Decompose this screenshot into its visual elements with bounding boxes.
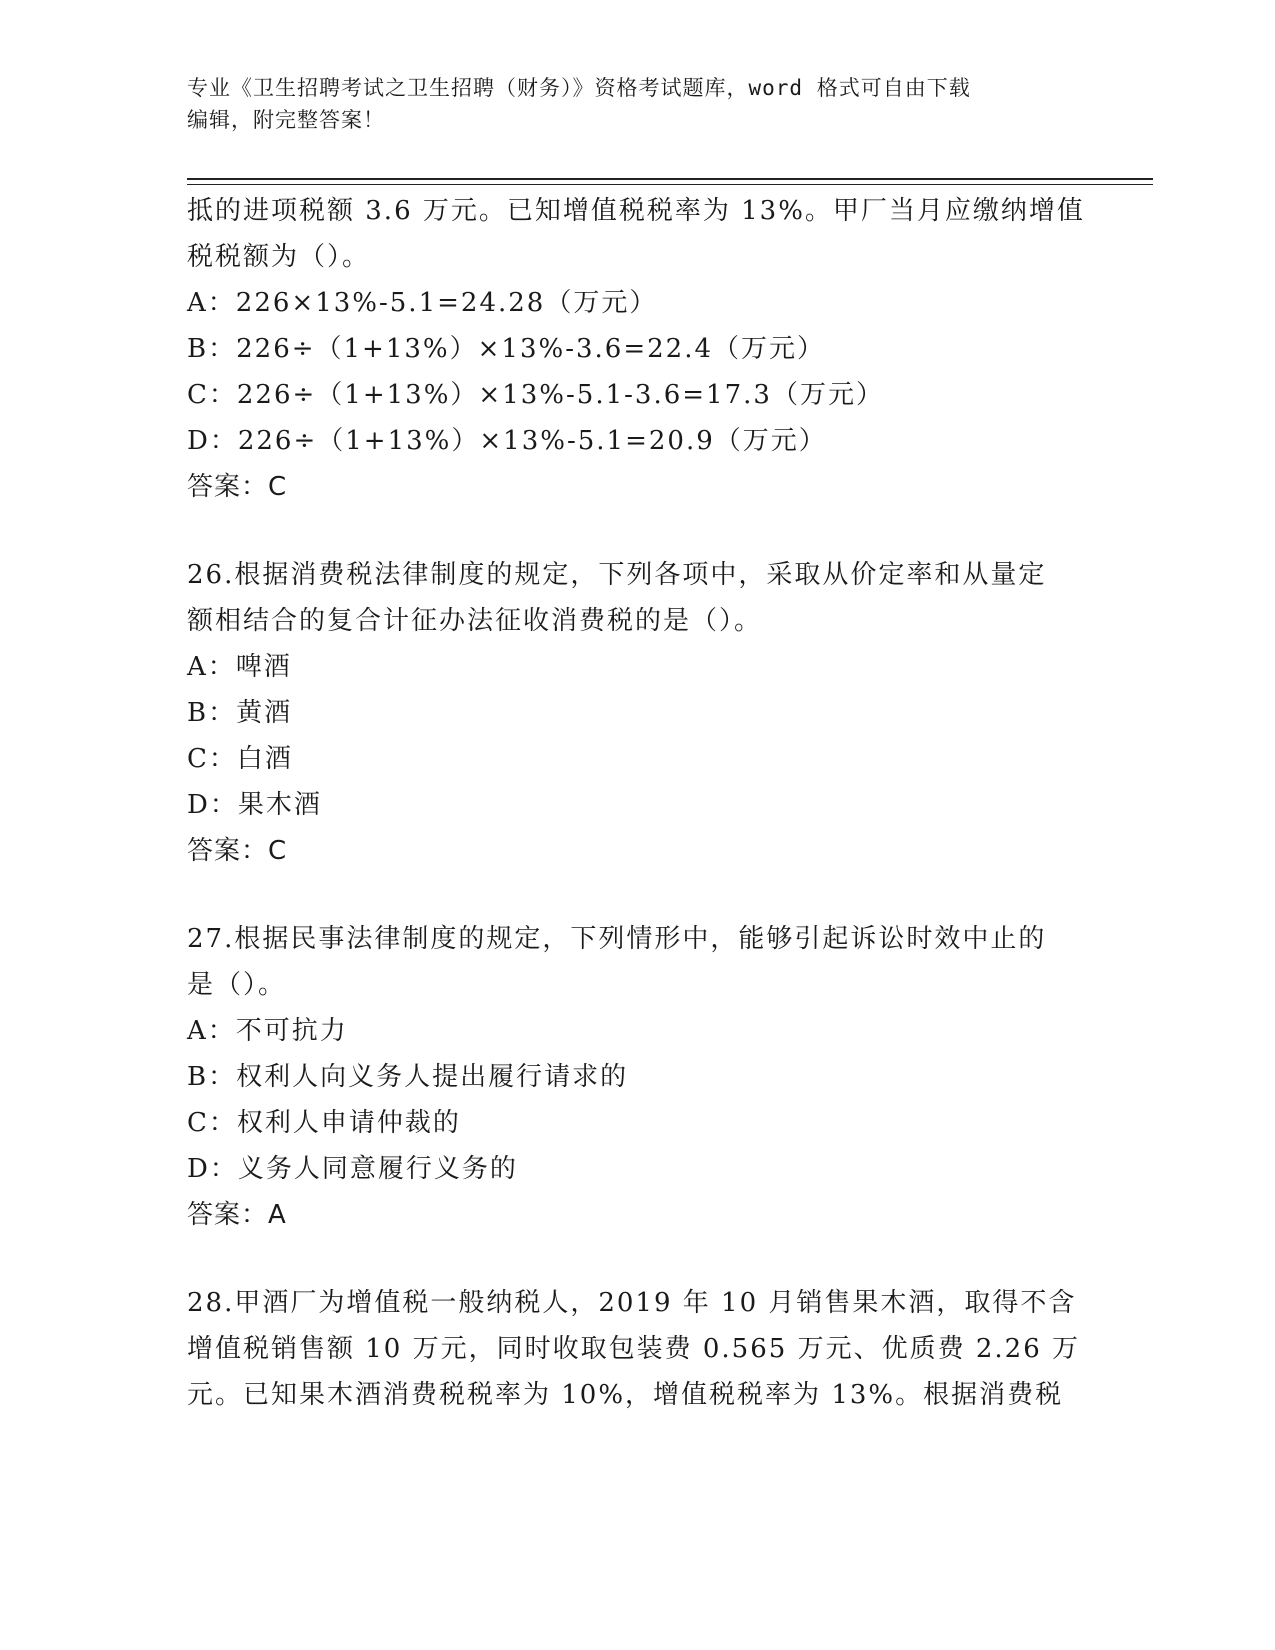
question-text-line: 27.根据民事法律制度的规定，下列情形中，能够引起诉讼时效中止的 — [187, 924, 1047, 954]
question-fragment — [187, 188, 1087, 510]
document-body — [187, 188, 1087, 1418]
answer-line: 答案：A — [187, 1200, 287, 1230]
question-text-line: 税税额为（）。 — [187, 242, 371, 272]
option-b: B：226÷（1+13%）×13%-3.6=22.4（万元） — [187, 334, 826, 364]
header-rule-bottom — [187, 184, 1153, 185]
header-title-line-2: 编辑，附完整答案！ — [187, 108, 385, 132]
option-c: C：226÷（1+13%）×13%-5.1-3.6=17.3（万元） — [187, 380, 884, 410]
spacer — [187, 1238, 1087, 1280]
page-header — [187, 72, 1087, 136]
option-a: A：不可抗力 — [187, 1016, 348, 1046]
option-b: B：黄酒 — [187, 698, 293, 728]
option-b: B：权利人向义务人提出履行请求的 — [187, 1062, 629, 1092]
header-rule-top — [187, 178, 1153, 180]
question-text-line: 26.根据消费税法律制度的规定，下列各项中，采取从价定率和从量定 — [187, 560, 1047, 590]
header-title-line-1: 专业《卫生招聘考试之卫生招聘（财务）》资格考试题库，word 格式可自由下载 — [187, 76, 971, 100]
question-27 — [187, 916, 1087, 1238]
answer-line: 答案：C — [187, 836, 288, 866]
option-c: C：白酒 — [187, 744, 293, 774]
answer-line: 答案：C — [187, 472, 288, 502]
question-text-line: 增值税销售额 10 万元，同时收取包装费 0.565 万元、优质费 2.26 万 — [187, 1334, 1080, 1364]
option-a: A：226×13%-5.1=24.28（万元） — [187, 288, 658, 318]
question-26 — [187, 552, 1087, 874]
option-c: C：权利人申请仲裁的 — [187, 1108, 461, 1138]
option-d: D：义务人同意履行义务的 — [187, 1154, 518, 1184]
option-a: A：啤酒 — [187, 652, 292, 682]
question-28 — [187, 1280, 1087, 1418]
spacer — [187, 874, 1087, 916]
question-text-line: 元。已知果木酒消费税税率为 10%，增值税税率为 13%。根据消费税 — [187, 1380, 1064, 1410]
question-text-line: 抵的进项税额 3.6 万元。已知增值税税率为 13%。甲厂当月应缴纳增值 — [187, 196, 1085, 226]
option-d: D：226÷（1+13%）×13%-5.1=20.9（万元） — [187, 426, 827, 456]
option-d: D：果木酒 — [187, 790, 322, 820]
spacer — [187, 510, 1087, 552]
question-text-line: 28.甲酒厂为增值税一般纳税人，2019 年 10 月销售果木酒，取得不含 — [187, 1288, 1077, 1318]
question-text-line: 额相结合的复合计征办法征收消费税的是（）。 — [187, 606, 763, 636]
question-text-line: 是（）。 — [187, 970, 287, 1000]
